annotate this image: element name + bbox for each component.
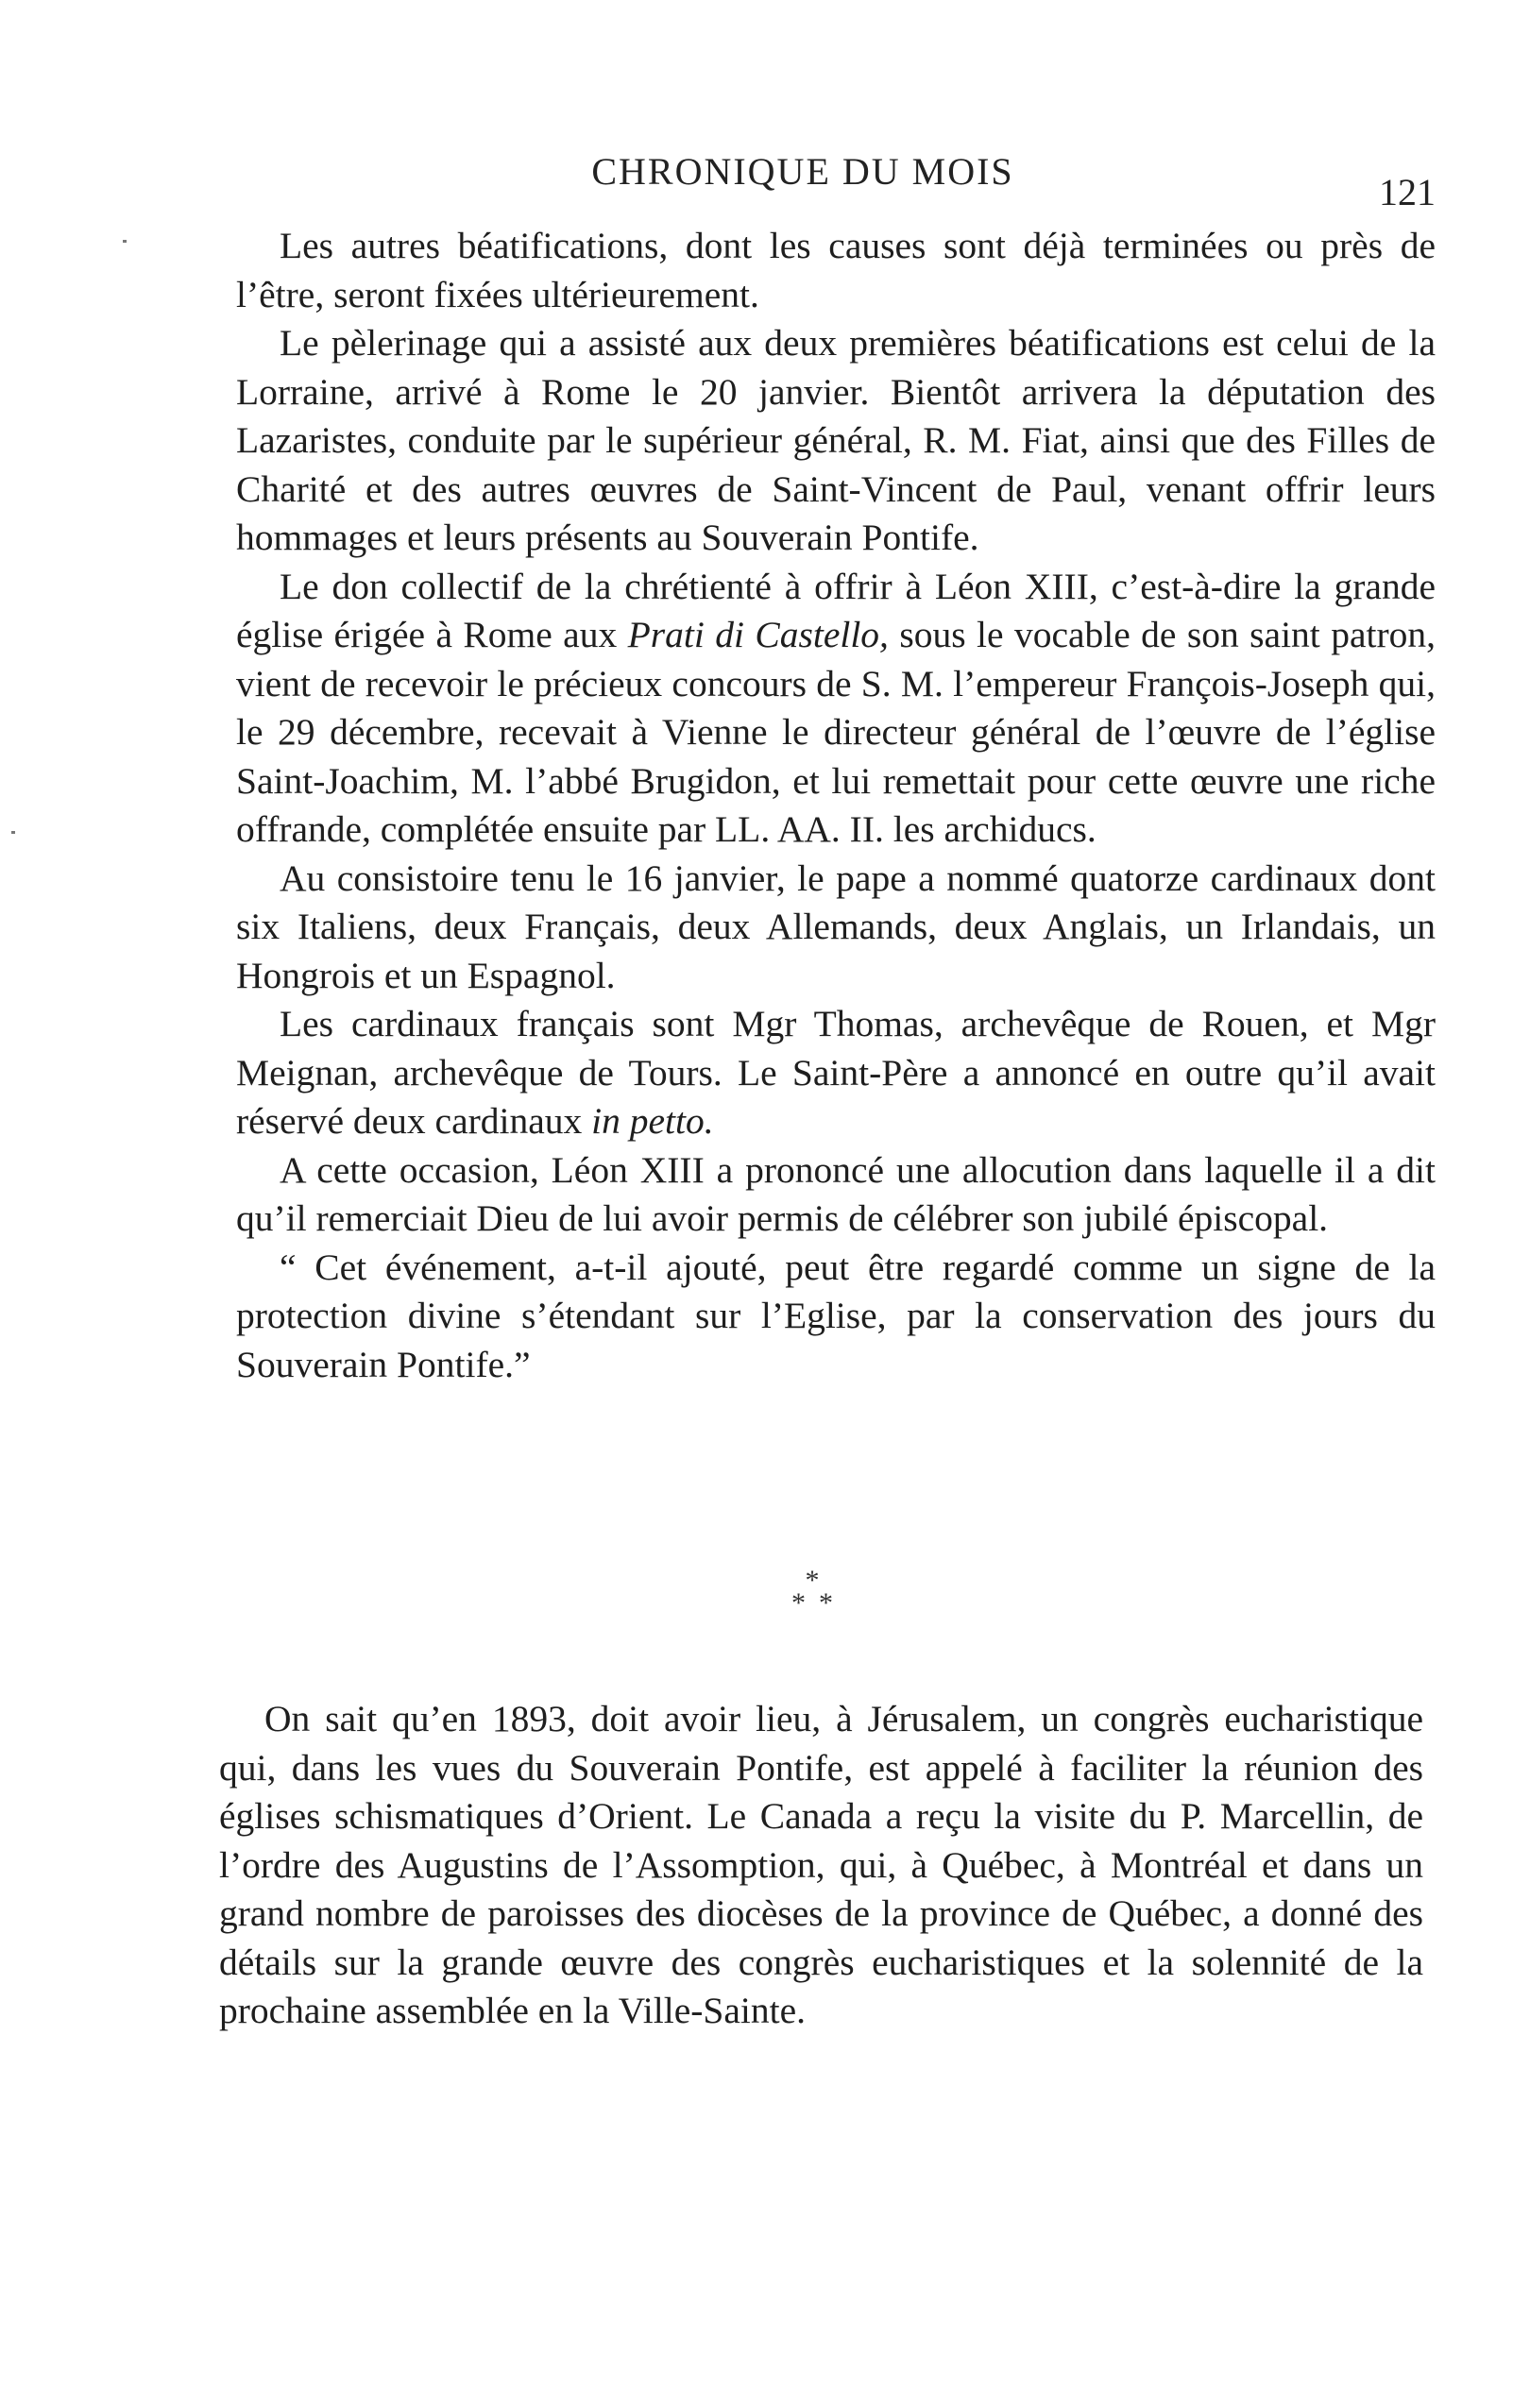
margin-speck [11, 831, 15, 834]
paragraph-text: Le don collectif de la chrétienté à offrir à Léon XIII, c’est-à-dire la grande église érigée à Rome aux [236, 565, 1436, 655]
paragraph-text: sous le vocable de son saint patron, vient de recevoir le précieux concours de S. M. l’empereur François-Joseph qui, le 29 décembre, recevait à Vienne le directeur général de l’œuvre de l’église Saint-Joachim, M. l’abbé Brugidon, et lui remettait pour cette œuvre une riche offrande, complétée ensuite par LL. AA. II. les archiducs. [236, 614, 1436, 850]
news-section-congress [219, 1695, 1423, 2036]
paragraph-collective-gift [236, 563, 1436, 855]
running-title: CHRONIQUE DU MOIS [591, 150, 1014, 193]
paragraph-french-cardinals [236, 1000, 1436, 1146]
italic-phrase: in petto. [591, 1100, 714, 1142]
paragraph-text: Les cardinaux français sont Mgr Thomas, archevêque de Rouen, et Mgr Meignan, archevêque de Tours. Le Saint-Père a annoncé en outre qu’il avait réservé deux cardinaux [236, 1003, 1436, 1142]
paragraph-beatifications: Les autres béatifications, dont les causes sont déjà terminées ou près de l’être, seront fixées ultérieurement. [236, 225, 1436, 315]
asterism-top-star: * [805, 1565, 820, 1596]
italic-place-name: Prati di Castello, [627, 614, 889, 655]
margin-speck [123, 240, 127, 243]
section-divider-asterism [718, 1565, 907, 1619]
paragraph-allocution: A cette occasion, Léon XIII a prononcé une allocution dans laquelle il a dit qu’il remerciait Dieu de lui avoir permis de célébrer son jubilé épiscopal. [236, 1148, 1436, 1239]
paragraph-quotation: “ Cet événement, a-t-il ajouté, peut être regardé comme un signe de la protection divine s’étendant sur l’Eglise, par la conservation des jours du Souverain Pontife.” [236, 1246, 1436, 1385]
paragraph-consistory: Au consistoire tenu le 16 janvier, le pape a nommé quatorze cardinaux dont six Italiens, deux Français, deux Allemands, deux Anglais, un Irlandais, un Hongrois et un Espagnol. [236, 856, 1436, 996]
asterism-bottom-stars: ** [791, 1587, 846, 1619]
news-section [236, 222, 1436, 1389]
paragraph-pilgrimage: Le pèlerinage qui a assisté aux deux premières béatifications est celui de la Lorraine, arrivé à Rome le 20 janvier. Bientôt arrivera la députation des Lazaristes, conduite par le supérieur général, R. M. Fiat, ainsi que des Filles de Charité et des autres œuvres de Saint-Vincent de Paul, venant offrir leurs hommages et leurs présents au Souverain Pontife. [236, 322, 1436, 558]
paragraph-eucharistic-congress: On sait qu’en 1893, doit avoir lieu, à Jérusalem, un congrès eucharistique qui, dans les vues du Souverain Pontife, est appelé à faciliter la réunion des églises schismatiques d’Orient. Le Canada a reçu la visite du P. Marcellin, de l’ordre des Augustins de l’Assomption, qui, à Québec, à Montréal et dans un grand nombre de paroisses des diocèses de la province de Québec, a donné des détails sur la grande œuvre des congrès eucharistiques et la solennité de la prochaine assemblée en la Ville-Sainte. [219, 1698, 1423, 2031]
page-number: 121 [1379, 171, 1436, 213]
